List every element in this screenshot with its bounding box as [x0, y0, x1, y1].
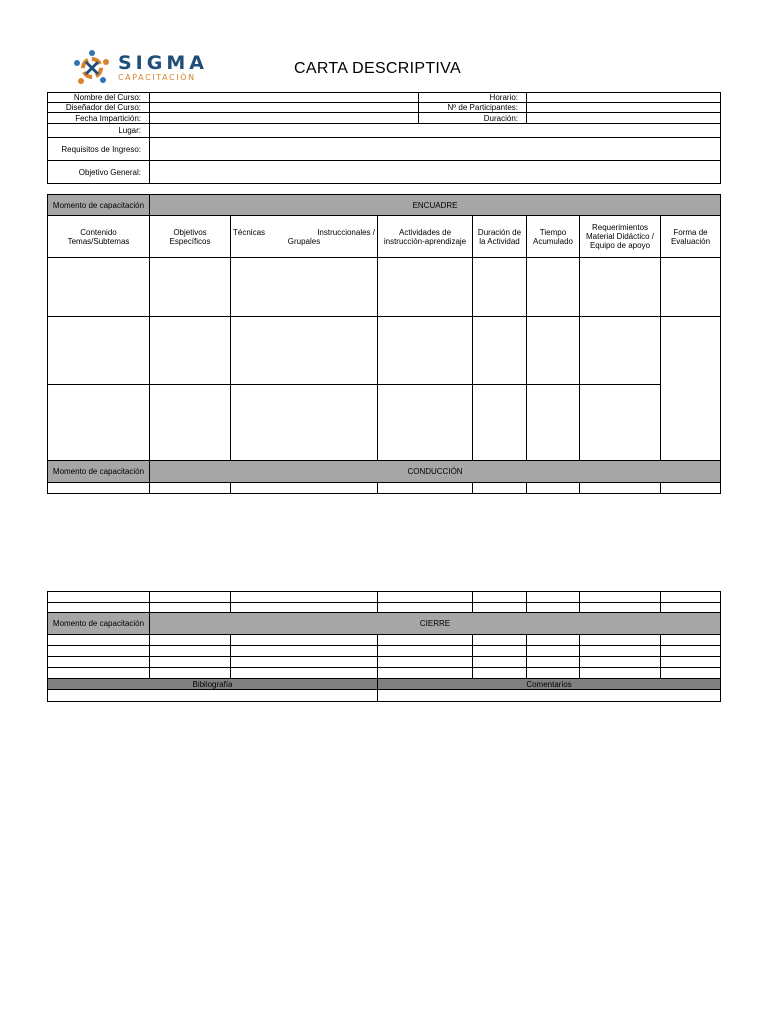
- table-row: [48, 668, 721, 679]
- col-duracion-actividad: Duración de la Actividad: [473, 216, 527, 258]
- evaluacion-merged-cell[interactable]: [661, 317, 721, 461]
- section-cierre: CIERRE: [150, 613, 721, 635]
- col-requerimientos: Requerimientos Material Didáctico / Equipo de apoyo: [580, 216, 661, 258]
- table-row: [48, 592, 721, 603]
- field-lugar[interactable]: [150, 124, 721, 138]
- sigma-emblem-icon: [72, 48, 112, 88]
- momento-label-conduccion: Momento de capacitación: [48, 461, 150, 483]
- table-row: [48, 385, 721, 461]
- field-fecha[interactable]: [150, 113, 419, 124]
- sigma-logo: [72, 48, 208, 88]
- label-lugar: Lugar:: [48, 124, 150, 138]
- field-duracion[interactable]: [527, 113, 721, 124]
- section-conduccion: CONDUCCIÓN: [150, 461, 721, 483]
- cierre-table: [47, 591, 721, 702]
- momento-label-encuadre: Momento de capacitación: [48, 195, 150, 216]
- section-encuadre: ENCUADRE: [150, 195, 721, 216]
- encuadre-table: [47, 194, 721, 494]
- label-objetivo: Objetivo General:: [48, 161, 150, 184]
- header-comentarios: Comentarios: [378, 679, 721, 690]
- label-horario: Horario:: [419, 93, 527, 103]
- table-row: [48, 657, 721, 668]
- label-duracion: Duración:: [419, 113, 527, 124]
- field-participantes[interactable]: [527, 103, 721, 113]
- col-evaluacion: Forma de Evaluación: [661, 216, 721, 258]
- label-disenador: Diseñador del Curso:: [48, 103, 150, 113]
- table-row: [48, 258, 721, 317]
- momento-label-cierre: Momento de capacitación: [48, 613, 150, 635]
- label-nombre-curso: Nombre del Curso:: [48, 93, 150, 103]
- label-requisitos: Requisitos de Ingreso:: [48, 138, 150, 161]
- col-actividades: Actividades de instrucción-aprendizaje: [378, 216, 473, 258]
- table-row: [48, 603, 721, 613]
- field-disenador[interactable]: [150, 103, 419, 113]
- col-tecnicas-b: Instruccionales /: [317, 227, 375, 237]
- table-row: [48, 635, 721, 646]
- header-bibliografia: Bibliografía: [48, 679, 378, 690]
- field-bibliografia[interactable]: [48, 690, 378, 702]
- logo-wordmark: SIGMA: [118, 52, 208, 74]
- course-info-table: [47, 92, 721, 184]
- field-requisitos[interactable]: [150, 138, 721, 161]
- label-fecha: Fecha Impartición:: [48, 113, 150, 124]
- col-objetivos: Objetivos Específicos: [150, 216, 231, 258]
- col-tecnicas-c: Grupales: [287, 236, 321, 246]
- col-contenido: Contenido Temas/Subtemas: [48, 216, 150, 258]
- field-comentarios[interactable]: [378, 690, 721, 702]
- col-tiempo-acumulado: Tiempo Acumulado: [527, 216, 580, 258]
- field-nombre-curso[interactable]: [150, 93, 419, 103]
- label-participantes: Nº de Participantes:: [419, 103, 527, 113]
- col-tecnicas-a: Técnicas: [233, 227, 266, 237]
- table-row: [48, 317, 721, 385]
- field-horario[interactable]: [527, 93, 721, 103]
- field-objetivo[interactable]: [150, 161, 721, 184]
- col-tecnicas: [231, 216, 378, 258]
- logo-subtitle: CAPACITACIÓN: [118, 73, 196, 82]
- table-row: [48, 646, 721, 657]
- document-title: CARTA DESCRIPTIVA: [294, 60, 461, 77]
- table-row: [48, 483, 721, 494]
